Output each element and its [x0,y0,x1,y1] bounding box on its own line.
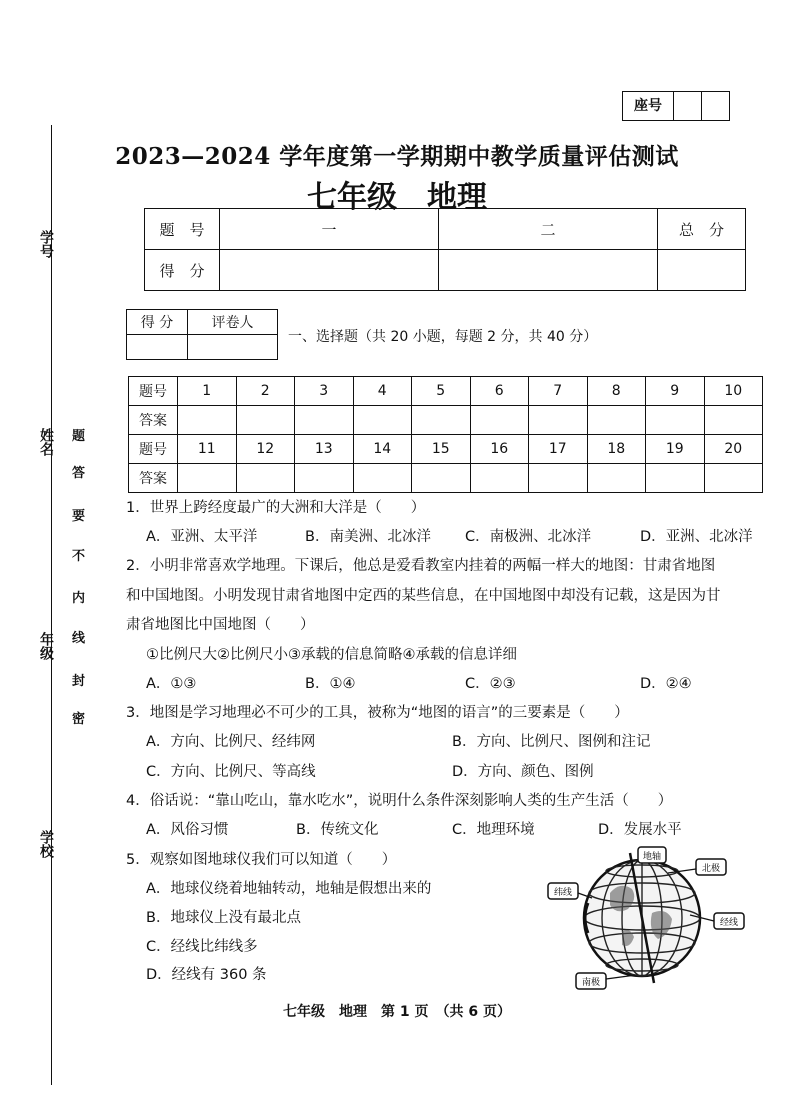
option-a: A．方向、比例尺、经纬网 [146,734,316,750]
option-a: A．亚洲、太平洋 [146,529,258,545]
option-c: C．②③ [465,676,516,692]
grid-number: 5 [412,377,471,406]
grid-number: 11 [178,435,237,464]
score-header-cell: 二 [439,209,658,250]
seal-char: 密 [72,712,86,727]
option-a: A．风俗习惯 [146,822,229,838]
answer-cell[interactable] [470,464,529,493]
seal-char: 不 [72,549,86,564]
answer-cell[interactable] [295,464,354,493]
seat-cell[interactable] [702,92,729,120]
grid-number: 15 [412,435,471,464]
option-b: B．①④ [305,676,356,692]
answer-cell[interactable] [587,464,646,493]
answer-cell[interactable] [529,406,588,435]
answer-cell[interactable] [412,464,471,493]
question-1-stem: 1．世界上跨经度最广的大洲和大洋是（ ） [126,500,426,516]
option-d: D．发展水平 [598,822,682,838]
option-c: C．地理环境 [452,822,535,838]
seat-number-box [622,91,730,121]
option-b: B．传统文化 [296,822,379,838]
grader-cell[interactable] [188,335,278,360]
grid-number: 14 [353,435,412,464]
score-cell[interactable] [658,250,746,291]
school-label: 学校 [38,830,54,858]
grid-number: 10 [704,377,763,406]
grid-number: 16 [470,435,529,464]
answer-cell[interactable] [295,406,354,435]
answer-cell[interactable] [178,464,237,493]
grade-label: 年级 [38,632,54,660]
exam-title: 2023—2024 学年度第一学期期中教学质量评估测试 [115,143,679,170]
grid-number: 1 [178,377,237,406]
grid-label: 答案 [129,464,178,493]
globe-label-latitude [548,883,592,899]
svg-text:纬线: 纬线 [553,888,573,898]
answer-cell[interactable] [178,406,237,435]
answer-cell[interactable] [412,406,471,435]
option-d: D．②④ [640,676,692,692]
exam-subtitle: 七年级 地理 [307,180,487,215]
grid-number: 9 [646,377,705,406]
answer-cell[interactable] [353,406,412,435]
name-label: 姓名 [38,428,54,456]
score-header-cell: 总 分 [658,209,746,250]
answer-cell[interactable] [353,464,412,493]
svg-text:南极: 南极 [581,978,601,988]
grader-cell[interactable] [127,335,188,360]
option-c: C．南极洲、北冰洋 [465,529,592,545]
grid-number: 17 [529,435,588,464]
grid-label: 题号 [129,377,178,406]
option-d: D．方向、颜色、图例 [452,764,594,780]
grader-name-label: 评卷人 [188,310,278,335]
answer-cell[interactable] [529,464,588,493]
question-3-stem: 3．地图是学习地理必不可少的工具，被称为“地图的语言”的三要素是（ ） [126,705,629,721]
grid-number: 2 [236,377,295,406]
answer-cell[interactable] [236,406,295,435]
option-c: C．经线比纬线多 [146,939,258,955]
answer-cell[interactable] [470,406,529,435]
score-row-label: 得 分 [145,250,220,291]
score-header-cell: 题 号 [145,209,220,250]
option-b: B．方向、比例尺、图例和注记 [452,734,651,750]
grid-label: 答案 [129,406,178,435]
page-footer: 七年级 地理 第 1 页 （共 6 页） [283,1004,511,1020]
section-title: 一、选择题（共 20 小题，每题 2 分，共 40 分） [288,329,598,345]
svg-text:北极: 北极 [701,864,721,874]
answer-grid [128,376,763,493]
option-c: C．方向、比例尺、等高线 [146,764,316,780]
question-4-stem: 4．俗话说：“靠山吃山，靠水吃水”，说明什么条件深刻影响人类的生产生活（ ） [126,793,673,809]
grid-number: 18 [587,435,646,464]
seal-char: 要 [72,509,86,524]
question-2-stem-line2: 和中国地图。小明发现甘肃省地图中定西的某些信息，在中国地图中却没有记载，这是因为甘 [126,588,721,604]
score-table [144,208,746,291]
grid-number: 6 [470,377,529,406]
score-header-cell: 一 [220,209,439,250]
score-cell[interactable] [439,250,658,291]
question-2-stem-line3: 肃省地图比中国地图（ ） [126,617,315,633]
grid-number: 19 [646,435,705,464]
question-2-stem: 2．小明非常喜欢学地理。下课后，他总是爱看教室内挂着的两幅一样大的地图：甘肃省地图 [126,558,716,574]
option-b: B．地球仪上没有最北点 [146,910,301,926]
seat-cell[interactable] [674,92,702,120]
seal-char: 封 [72,674,86,689]
answer-cell[interactable] [646,406,705,435]
score-cell[interactable] [220,250,439,291]
question-5-stem: 5．观察如图地球仪我们可以知道（ ） [126,852,397,868]
binding-line [51,125,52,1085]
grid-number: 8 [587,377,646,406]
grid-number: 4 [353,377,412,406]
answer-cell[interactable] [236,464,295,493]
globe-sphere [584,853,700,983]
grid-number: 7 [529,377,588,406]
option-d: D．亚洲、北冰洋 [640,529,753,545]
answer-cell[interactable] [646,464,705,493]
svg-text:地轴: 地轴 [642,852,662,862]
question-2-note: ①比例尺大②比例尺小③承载的信息简略④承载的信息详细 [146,647,517,663]
option-d: D．经线有 360 条 [146,967,267,983]
globe-label-axis [638,847,666,863]
answer-cell[interactable] [704,406,763,435]
svg-text:经线: 经线 [719,918,739,928]
seal-char: 线 [72,631,86,646]
globe-figure [540,843,755,993]
globe-label-south-pole [576,973,636,989]
grader-score-label: 得 分 [127,310,188,335]
seat-label: 座号 [623,92,674,120]
option-b: B．南美洲、北冰洋 [305,529,431,545]
seal-char: 内 [72,591,86,606]
answer-cell[interactable] [704,464,763,493]
grader-box [126,309,278,360]
answer-cell[interactable] [587,406,646,435]
option-a: A．地球仪绕着地轴转动，地轴是假想出来的 [146,881,432,897]
seal-char: 题 [72,429,86,444]
grid-number: 13 [295,435,354,464]
student-id-label: 学号 [38,230,54,258]
grid-number: 12 [236,435,295,464]
grid-number: 20 [704,435,763,464]
seal-char: 答 [72,466,86,481]
option-a: A．①③ [146,676,197,692]
grid-label: 题号 [129,435,178,464]
grid-number: 3 [295,377,354,406]
